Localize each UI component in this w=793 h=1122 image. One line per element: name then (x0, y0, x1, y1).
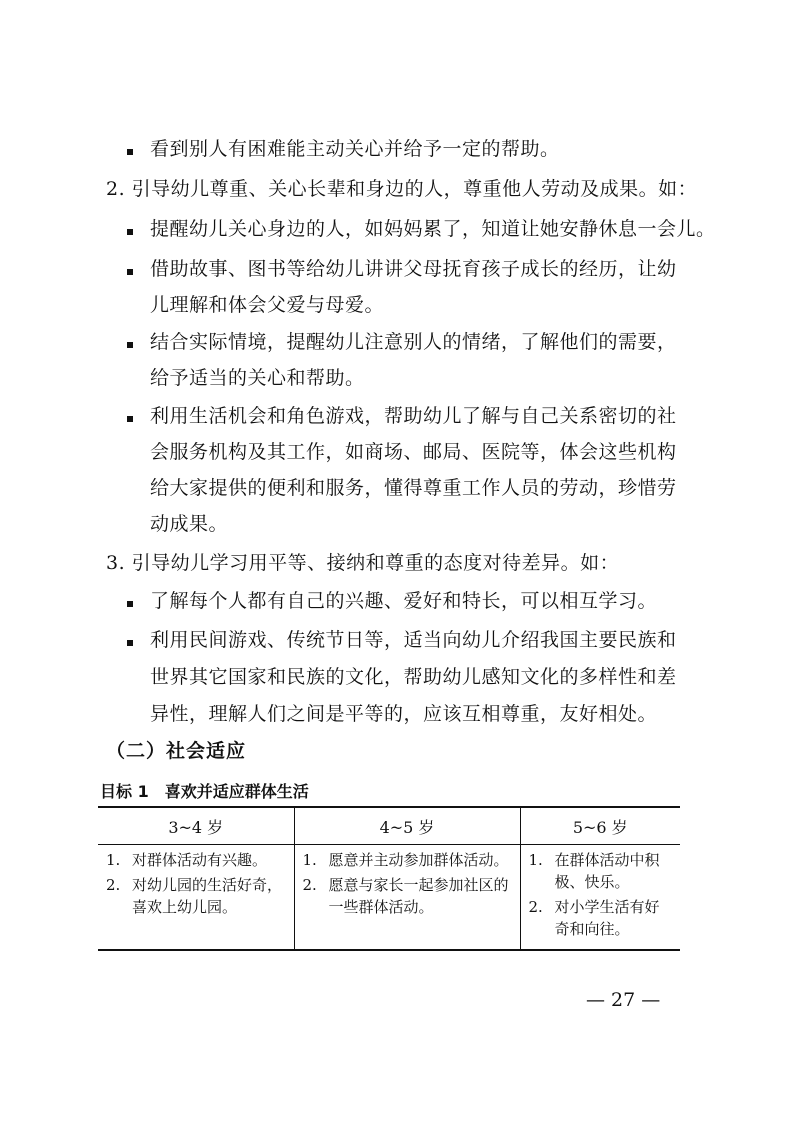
goal-item-number: 1. (302, 851, 317, 869)
goal-item-number: 1. (528, 851, 543, 869)
bullet-marker (127, 342, 133, 348)
goal-item (106, 849, 288, 871)
bullet-item-line: 借助故事、图书等给幼儿讲讲父母抚育孩子成长的经历，让幼 (150, 258, 677, 280)
numbered-item-line: 2. 引导幼儿尊重、关心长辈和身边的人，尊重他人劳动及成果。如： (106, 178, 698, 200)
bullet-marker (127, 601, 133, 607)
continuation-line: 儿理解和体会父爱与母爱。 (150, 294, 385, 316)
goal-item-text: 愿意与家长一起参加社区的一些群体活动。 (328, 876, 509, 916)
goal-item (529, 896, 675, 940)
header-age-3-4: 3~4 岁 (98, 807, 294, 845)
bullet-item-line: 利用民间游戏、传统节日等，适当向幼儿介绍我国主要民族和 (150, 629, 677, 651)
bullet-marker (127, 269, 133, 275)
goal-item-text: 在群体活动中积极、快乐。 (554, 851, 660, 891)
bullet-marker (127, 229, 133, 235)
header-age-4-5: 4~5 岁 (294, 807, 520, 845)
table-row (98, 845, 680, 951)
continuation-line: 给大家提供的便利和服务，懂得尊重工作人员的劳动，珍惜劳 (150, 477, 677, 499)
bullet-item-line: 利用生活机会和角色游戏，帮助幼儿了解与自己关系密切的社 (150, 405, 677, 427)
bullet-marker (127, 416, 133, 422)
goal-item-number: 2. (106, 876, 121, 894)
goal-item-text: 对群体活动有兴趣。 (132, 851, 268, 869)
page-number: — 27 — (586, 989, 661, 1011)
goal-item (529, 849, 675, 893)
continuation-line: 世界其它国家和民族的文化，帮助幼儿感知文化的多样性和差 (150, 666, 677, 688)
section-heading: （二）社会适应 (106, 740, 247, 762)
bullet-item-line: 提醒幼儿关心身边的人，如妈妈累了，知道让她安静休息一会儿。 (150, 218, 716, 240)
table-cell-age-3-4 (98, 845, 294, 951)
goal-item-text: 对幼儿园的生活好奇，喜欢上幼儿园。 (132, 876, 283, 916)
continuation-line: 异性，理解人们之间是平等的，应该互相尊重，友好相处。 (150, 703, 658, 725)
goal-item-number: 2. (302, 876, 317, 894)
goal-item (303, 874, 514, 918)
goal-item-number: 2. (528, 898, 543, 916)
bullet-marker (127, 149, 133, 155)
table-cell-age-5-6 (520, 845, 680, 951)
continuation-line: 给予适当的关心和帮助。 (150, 367, 365, 389)
numbered-item-line: 3. 引导幼儿学习用平等、接纳和尊重的态度对待差异。如： (106, 552, 620, 574)
goal-item (303, 849, 514, 871)
bullet-marker (127, 640, 133, 646)
goal-title: 目标 1 喜欢并适应群体生活 (100, 782, 309, 801)
continuation-line: 会服务机构及其工作，如商场、邮局、医院等，体会这些机构 (150, 441, 677, 463)
bullet-item-line: 了解每个人都有自己的兴趣、爱好和特长，可以相互学习。 (150, 590, 658, 612)
bullet-item-line: 结合实际情境，提醒幼儿注意别人的情绪，了解他们的需要， (150, 331, 677, 353)
goal-item (106, 874, 288, 918)
goal-item-number: 1. (106, 851, 121, 869)
goal-item-text: 对小学生活有好奇和向往。 (554, 898, 660, 938)
goal-item-text: 愿意并主动参加群体活动。 (328, 851, 509, 869)
table-header-row (98, 807, 680, 845)
header-age-5-6: 5~6 岁 (520, 807, 680, 845)
goal-table (98, 806, 680, 951)
table-cell-age-4-5 (294, 845, 520, 951)
bullet-item-line: 看到别人有困难能主动关心并给予一定的帮助。 (150, 138, 560, 160)
continuation-line: 动成果。 (150, 513, 229, 535)
